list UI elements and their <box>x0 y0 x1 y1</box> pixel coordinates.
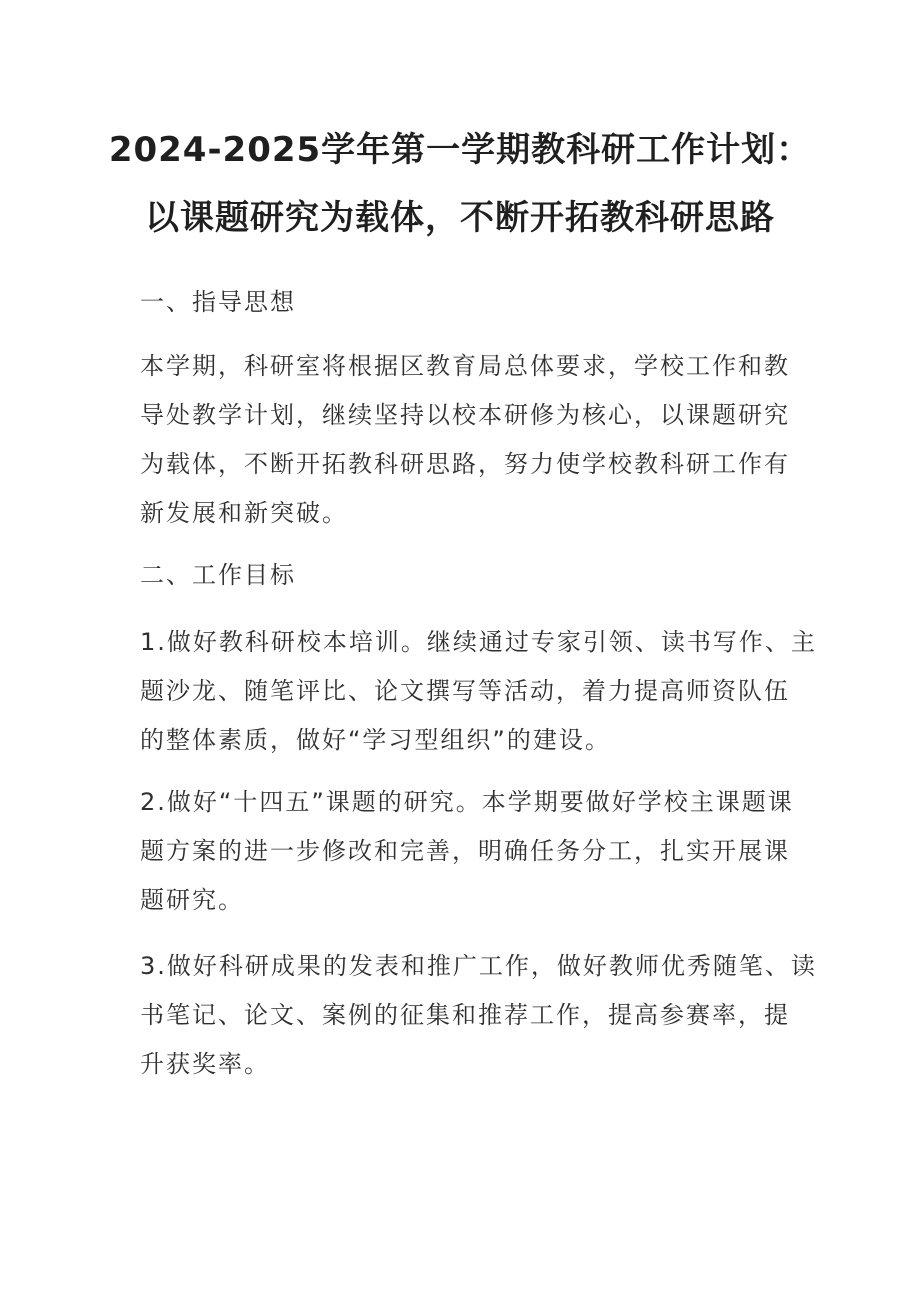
section-paragraph-guiding-thought <box>140 342 790 538</box>
paragraph-line: 升获奖率。 <box>140 1050 270 1078</box>
section-heading-guiding-thought: 一、指导思想 <box>140 288 296 316</box>
paragraph-line: 3.做好科研成果的发表和推广工作，做好教师优秀随笔、读 <box>140 952 817 980</box>
paragraph-line: 2.做好“十四五”课题的研究。本学期要做好学校主课题课 <box>140 788 794 816</box>
document-title-line-1: 2024-2025学年第一学期教科研工作计划： <box>108 130 812 170</box>
paragraph-line: 题研究。 <box>140 886 244 914</box>
paragraph-line: 的整体素质，做好“学习型组织”的建设。 <box>140 726 611 754</box>
paragraph-line: 题沙龙、随笔评比、论文撰写等活动，着力提高师资队伍 <box>140 677 790 705</box>
document-title-line-2: 以课题研究为载体，不断开拓教科研思路 <box>145 198 775 238</box>
paragraph-line: 本学期，科研室将根据区教育局总体要求，学校工作和教 <box>140 352 790 380</box>
goal-item-2 <box>140 778 794 925</box>
goal-item-1 <box>140 618 817 765</box>
paragraph-line: 题方案的进一步修改和完善，明确任务分工，扎实开展课 <box>140 837 790 865</box>
paragraph-line: 导处教学计划，继续坚持以校本研修为核心，以课题研究 <box>140 401 790 429</box>
paragraph-line: 新发展和新突破。 <box>140 499 348 527</box>
paragraph-line: 书笔记、论文、案例的征集和推荐工作，提高参赛率，提 <box>140 1001 790 1029</box>
goal-item-3 <box>140 942 817 1089</box>
paragraph-line: 为载体，不断开拓教科研思路，努力使学校教科研工作有 <box>140 450 790 478</box>
paragraph-line: 1.做好教科研校本培训。继续通过专家引领、读书写作、主 <box>140 628 817 656</box>
section-heading-work-goals: 二、工作目标 <box>140 561 296 589</box>
